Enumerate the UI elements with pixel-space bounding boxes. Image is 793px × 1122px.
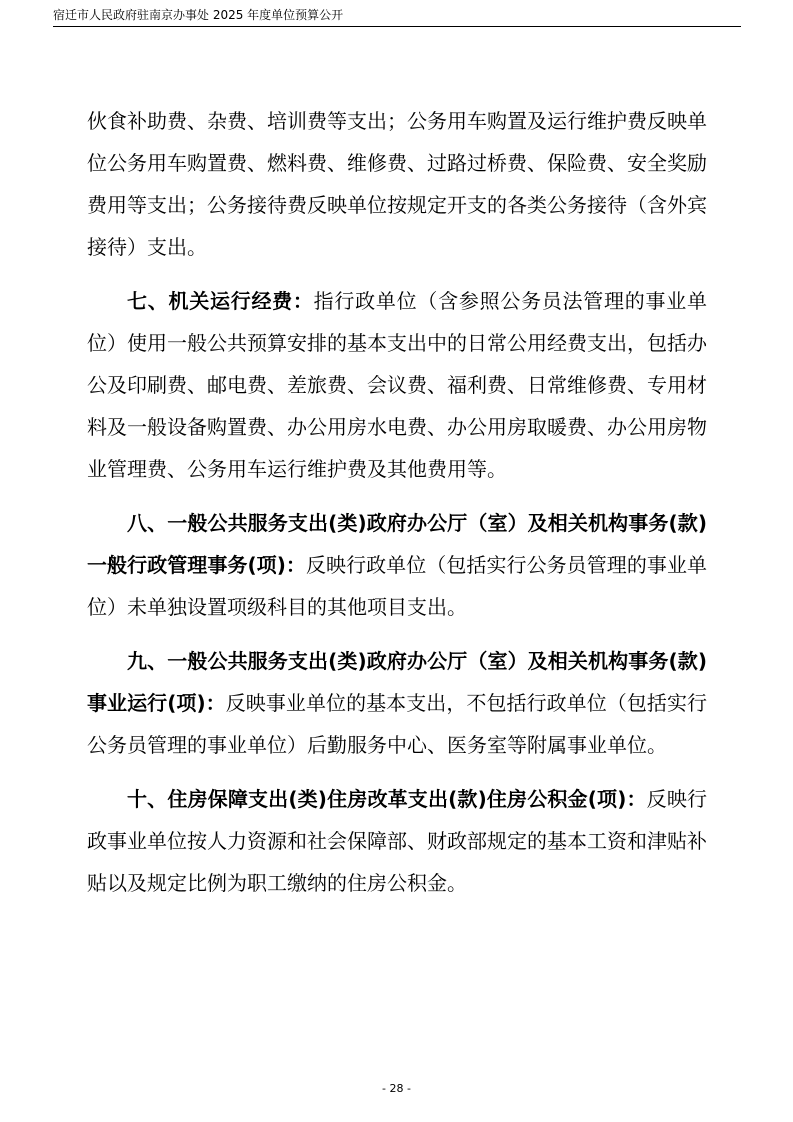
item-10-text: 反映行政事业单位按人力资源和社会保障部、财政部规定的基本工资和津贴补贴以及规定比例为职工缴纳的住房公积金。 (87, 787, 708, 895)
item-7-heading: 七、机关运行经费： (127, 289, 314, 313)
page-header-title: 宿迁市人民政府驻南京办事处 2025 年度单位预算公开 (53, 8, 344, 22)
item-9-text: 反映事业单位的基本支出，不包括行政单位（包括实行公务员管理的事业单位）后勤服务中心、医务室等附属事业单位。 (87, 691, 708, 757)
paragraph-item-9 (87, 640, 707, 766)
item-7-text: 指行政单位（含参照公务员法管理的事业单位）使用一般公共预算安排的基本支出中的日常公用经费支出，包括办公及印刷费、邮电费、差旅费、会议费、福利费、日常维修费、专用材料及一般设备购置费、办公用房水电费、办公用房取暖费、办公用房物业管理费、公务用车运行维护费及其他费用等。 (87, 289, 708, 481)
page-number: - 28 - (382, 1082, 411, 1095)
paragraph-item-10 (87, 778, 707, 904)
item-8-heading: 八、一般公共服务支出(类)政府办公厅（室）及相关机构事务(款)一般行政管理事务(项)： (87, 511, 707, 577)
document-body (87, 100, 707, 916)
item-10-heading: 十、住房保障支出(类)住房改革支出(款)住房公积金(项)： (127, 787, 647, 811)
paragraph-item-8 (87, 502, 707, 628)
paragraph-item-7 (87, 280, 707, 490)
item-8-text: 反映行政单位（包括实行公务员管理的事业单位）未单独设置项级科目的其他项目支出。 (87, 553, 708, 619)
item-9-heading: 九、一般公共服务支出(类)政府办公厅（室）及相关机构事务(款)事业运行(项)： (87, 649, 707, 715)
paragraph-continuation: 伙食补助费、杂费、培训费等支出；公务用车购置及运行维护费反映单位公务用车购置费、燃料费、维修费、过路过桥费、保险费、安全奖励费用等支出；公务接待费反映单位按规定开支的各类公务接待（含外宾接待）支出。 (87, 109, 707, 259)
header-divider (53, 26, 741, 27)
